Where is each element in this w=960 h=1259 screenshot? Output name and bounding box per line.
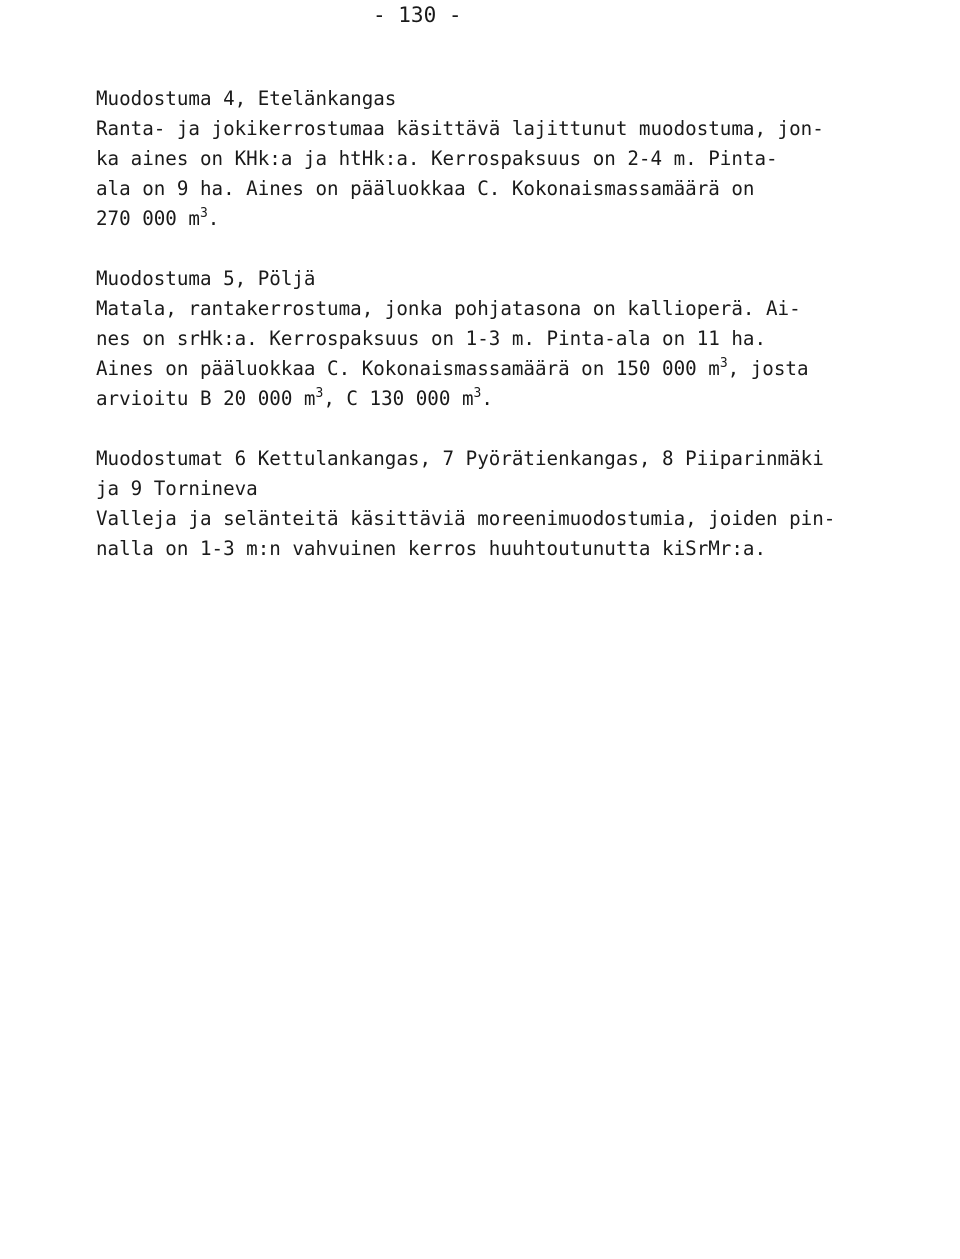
superscript-3: 3 [315, 386, 324, 401]
section-1-line-4 [96, 204, 219, 234]
section-1-line-1: Ranta- ja jokikerrostumaa käsittävä lajittunut muodostuma, jon- [96, 117, 824, 140]
volume-text: 270 000 m [96, 207, 200, 230]
section-1-heading: Muodostuma 4, Etelänkangas [96, 87, 397, 110]
superscript-3: 3 [719, 356, 728, 371]
estimate-c: , C 130 000 m [323, 387, 474, 410]
page-number: - 130 - [373, 3, 462, 27]
superscript-3: 3 [473, 386, 482, 401]
section-3-heading-2: ja 9 Tornineva [96, 477, 258, 500]
section-2-line-3 [96, 354, 809, 384]
section-1-line-3: ala on 9 ha. Aines on pääluokkaa C. Kokonaismassamäärä on [96, 177, 755, 200]
estimate-b: arvioitu B 20 000 m [96, 387, 316, 410]
punctuation: . [481, 387, 493, 410]
section-3-heading-1: Muodostumat 6 Kettulankangas, 7 Pyörätienkangas, 8 Piiparinmäki [96, 447, 824, 470]
section-2-line-4 [96, 384, 493, 414]
section-3-line-1: Valleja ja selänteitä käsittäviä moreenimuodostumia, joiden pin- [96, 507, 836, 530]
volume-text-end: , josta [727, 357, 809, 380]
superscript-3: 3 [199, 206, 208, 221]
section-1-line-2: ka aines on KHk:a ja htHk:a. Kerrospaksuus on 2-4 m. Pinta- [96, 147, 778, 170]
punctuation: . [207, 207, 220, 230]
section-2-line-2: nes on srHk:a. Kerrospaksuus on 1-3 m. Pinta-ala on 11 ha. [96, 327, 767, 350]
section-2-line-1: Matala, rantakerrostuma, jonka pohjatasona on kallioperä. Ai- [96, 297, 801, 320]
section-3-line-2: nalla on 1-3 m:n vahvuinen kerros huuhtoutunutta kiSrMr:a. [96, 537, 767, 560]
section-2-heading: Muodostuma 5, Pöljä [96, 267, 316, 290]
volume-text: Aines on pääluokkaa C. Kokonaismassamäärä on 150 000 m [96, 357, 720, 380]
